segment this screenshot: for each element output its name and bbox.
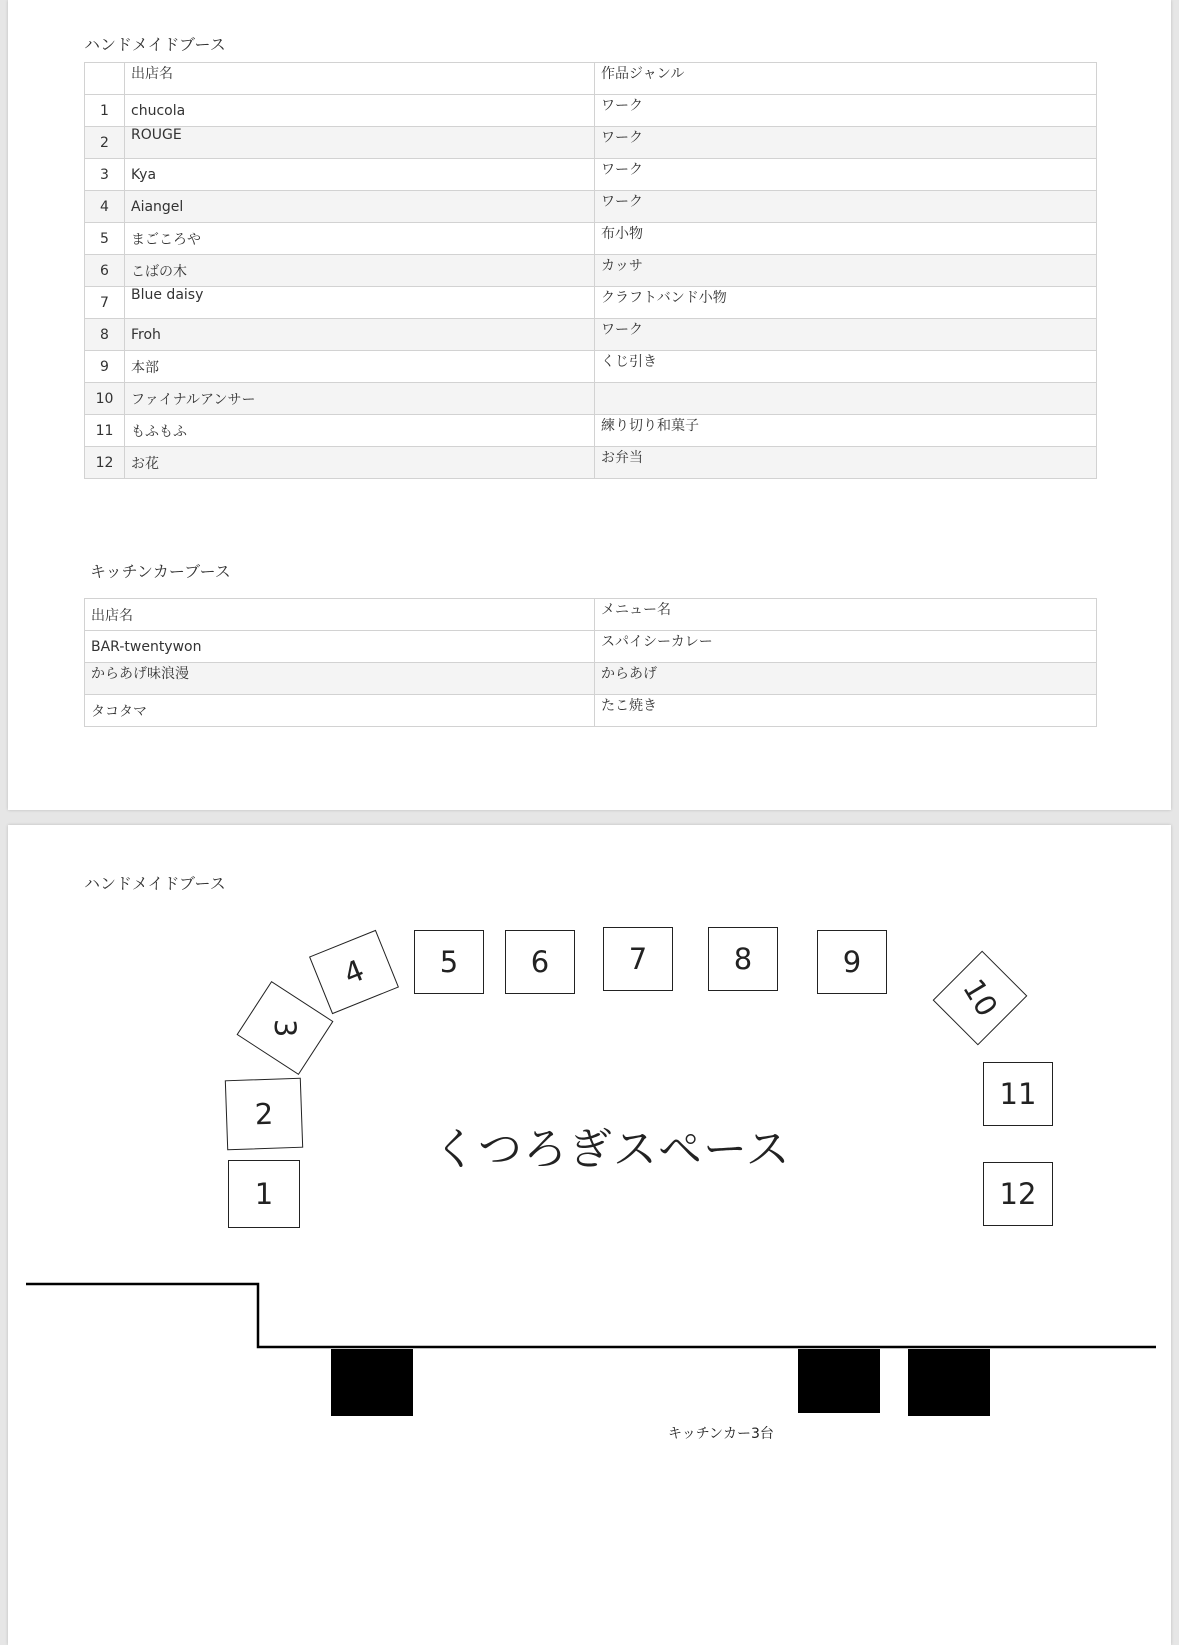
genre-cell: クラフトバンド小物 xyxy=(595,287,1097,319)
genre-cell: ワーク xyxy=(595,319,1097,351)
row-number: 3 xyxy=(85,159,125,191)
table-row xyxy=(85,95,1097,127)
table-row xyxy=(85,695,1097,727)
table-row xyxy=(85,663,1097,695)
table-row xyxy=(85,287,1097,319)
map-title: ハンドメイドブース xyxy=(84,874,226,893)
genre-cell: カッサ xyxy=(595,255,1097,287)
document-page-2 xyxy=(8,825,1171,1645)
shop-name-cell: まごころや xyxy=(125,223,595,255)
row-number: 4 xyxy=(85,191,125,223)
kitchen-table xyxy=(84,598,1097,727)
document-page-1 xyxy=(8,0,1171,810)
kitchen-car-2 xyxy=(798,1349,880,1413)
shop-name-cell: Aiangel xyxy=(125,191,595,223)
kitchen-car-3 xyxy=(908,1349,990,1416)
booth-6: 6 xyxy=(505,930,575,994)
booth-3-label: 3 xyxy=(267,1018,302,1038)
menu-cell: スパイシーカレー xyxy=(595,631,1097,663)
genre-cell: くじ引き xyxy=(595,351,1097,383)
booth-10-label: 10 xyxy=(955,973,1005,1023)
row-number: 5 xyxy=(85,223,125,255)
row-number: 9 xyxy=(85,351,125,383)
genre-cell: ワーク xyxy=(595,95,1097,127)
booth-9: 9 xyxy=(817,930,887,994)
shop-name-cell: Kya xyxy=(125,159,595,191)
road-outline xyxy=(8,825,1171,1645)
plaza-label: くつろぎスペース xyxy=(433,1124,791,1175)
booth-5: 5 xyxy=(414,930,484,994)
table-row xyxy=(85,223,1097,255)
header-cell-number xyxy=(85,63,125,95)
row-number: 1 xyxy=(85,95,125,127)
row-number: 2 xyxy=(85,127,125,159)
table-row xyxy=(85,255,1097,287)
handmade-table-title: ハンドメイドブース xyxy=(84,35,226,54)
row-number: 7 xyxy=(85,287,125,319)
table-row xyxy=(85,415,1097,447)
booth-7: 7 xyxy=(603,927,673,991)
booth-1: 1 xyxy=(228,1160,300,1228)
kitchen-car-caption: キッチンカー3台 xyxy=(668,1426,774,1442)
header-cell-shop-name: 出店名 xyxy=(85,599,595,631)
genre-cell: ワーク xyxy=(595,191,1097,223)
booth-12: 12 xyxy=(983,1162,1053,1226)
genre-cell: ワーク xyxy=(595,127,1097,159)
booth-11: 11 xyxy=(983,1062,1053,1126)
genre-cell: 練り切り和菓子 xyxy=(595,415,1097,447)
table-header-row xyxy=(85,63,1097,95)
row-number: 6 xyxy=(85,255,125,287)
row-number: 8 xyxy=(85,319,125,351)
row-number: 10 xyxy=(85,383,125,415)
genre-cell xyxy=(595,383,1097,415)
menu-cell: からあげ xyxy=(595,663,1097,695)
header-cell-menu: メニュー名 xyxy=(595,599,1097,631)
menu-cell: たこ焼き xyxy=(595,695,1097,727)
genre-cell: ワーク xyxy=(595,159,1097,191)
kitchen-table-title: キッチンカーブース xyxy=(90,562,231,581)
road-line xyxy=(26,1284,1156,1347)
table-row xyxy=(85,383,1097,415)
shop-name-cell: からあげ味浪漫 xyxy=(85,663,595,695)
genre-cell: お弁当 xyxy=(595,447,1097,479)
kitchen-car-1 xyxy=(331,1349,413,1416)
table-row xyxy=(85,631,1097,663)
row-number: 12 xyxy=(85,447,125,479)
table-row xyxy=(85,319,1097,351)
table-row xyxy=(85,447,1097,479)
shop-name-cell: こばの木 xyxy=(125,255,595,287)
shop-name-cell: ファイナルアンサー xyxy=(125,383,595,415)
booth-8: 8 xyxy=(708,927,778,991)
header-cell-shop-name: 出店名 xyxy=(125,63,595,95)
shop-name-cell: お花 xyxy=(125,447,595,479)
shop-name-cell: Froh xyxy=(125,319,595,351)
shop-name-cell: タコタマ xyxy=(85,695,595,727)
row-number: 11 xyxy=(85,415,125,447)
table-row xyxy=(85,159,1097,191)
genre-cell: 布小物 xyxy=(595,223,1097,255)
table-row xyxy=(85,351,1097,383)
shop-name-cell: Blue daisy xyxy=(125,287,595,319)
shop-name-cell: chucola xyxy=(125,95,595,127)
table-row xyxy=(85,191,1097,223)
shop-name-cell: 本部 xyxy=(125,351,595,383)
header-cell-genre: 作品ジャンル xyxy=(595,63,1097,95)
handmade-table xyxy=(84,62,1097,479)
table-header-row xyxy=(85,599,1097,631)
booth-4: 4 xyxy=(309,930,399,1014)
table-row xyxy=(85,127,1097,159)
shop-name-cell: ROUGE xyxy=(125,127,595,159)
booth-2: 2 xyxy=(225,1078,303,1151)
shop-name-cell: BAR-twentywon xyxy=(85,631,595,663)
shop-name-cell: もふもふ xyxy=(125,415,595,447)
